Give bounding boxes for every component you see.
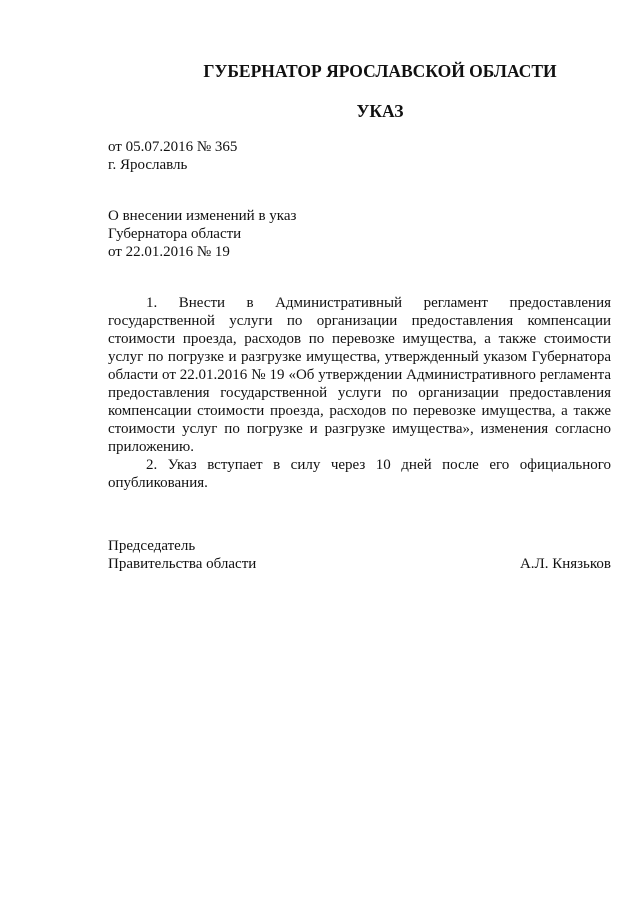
document-type: УКАЗ bbox=[356, 101, 404, 121]
body-item-2: 2. Указ вступает в силу через 10 дней после его официального опубликования. bbox=[108, 457, 611, 491]
document-body bbox=[108, 294, 611, 492]
document-meta bbox=[108, 138, 408, 174]
date-number: от 05.07.2016 № 365 bbox=[108, 139, 238, 155]
signature-row bbox=[108, 555, 611, 573]
subject-line: от 22.01.2016 № 19 bbox=[108, 244, 230, 260]
place: г. Ярославль bbox=[108, 157, 188, 173]
body-item-1: 1. Внести в Административный регламент предоставления государственной услуги по организации предоставления компенсации стоимости проезда, расходов по перевозке имущества, а также стоимости услуг по погрузке и разгрузке имущества, утвержденный указом Губернатора области от 22.01.2016 № 19 «Об утверждении Административного регламента предоставления государственной услуги по организации предоставления компенсации стоимости проезда, расходов по перевозке имущества, а также стоимости услуг по погрузке и разгрузке имущества», изменения согласно приложению. bbox=[108, 295, 611, 455]
document-subject bbox=[108, 207, 408, 261]
subject-line: Губернатора области bbox=[108, 226, 242, 242]
signatory-position: Председатель bbox=[108, 538, 196, 554]
issuing-authority: ГУБЕРНАТОР ЯРОСЛАВСКОЙ ОБЛАСТИ bbox=[203, 61, 557, 81]
signatory-position: Правительства области bbox=[108, 556, 257, 572]
subject-line: О внесении изменений в указ bbox=[108, 208, 297, 224]
signature-block bbox=[108, 537, 611, 573]
signatory-name: А.Л. Князьков bbox=[519, 556, 611, 572]
